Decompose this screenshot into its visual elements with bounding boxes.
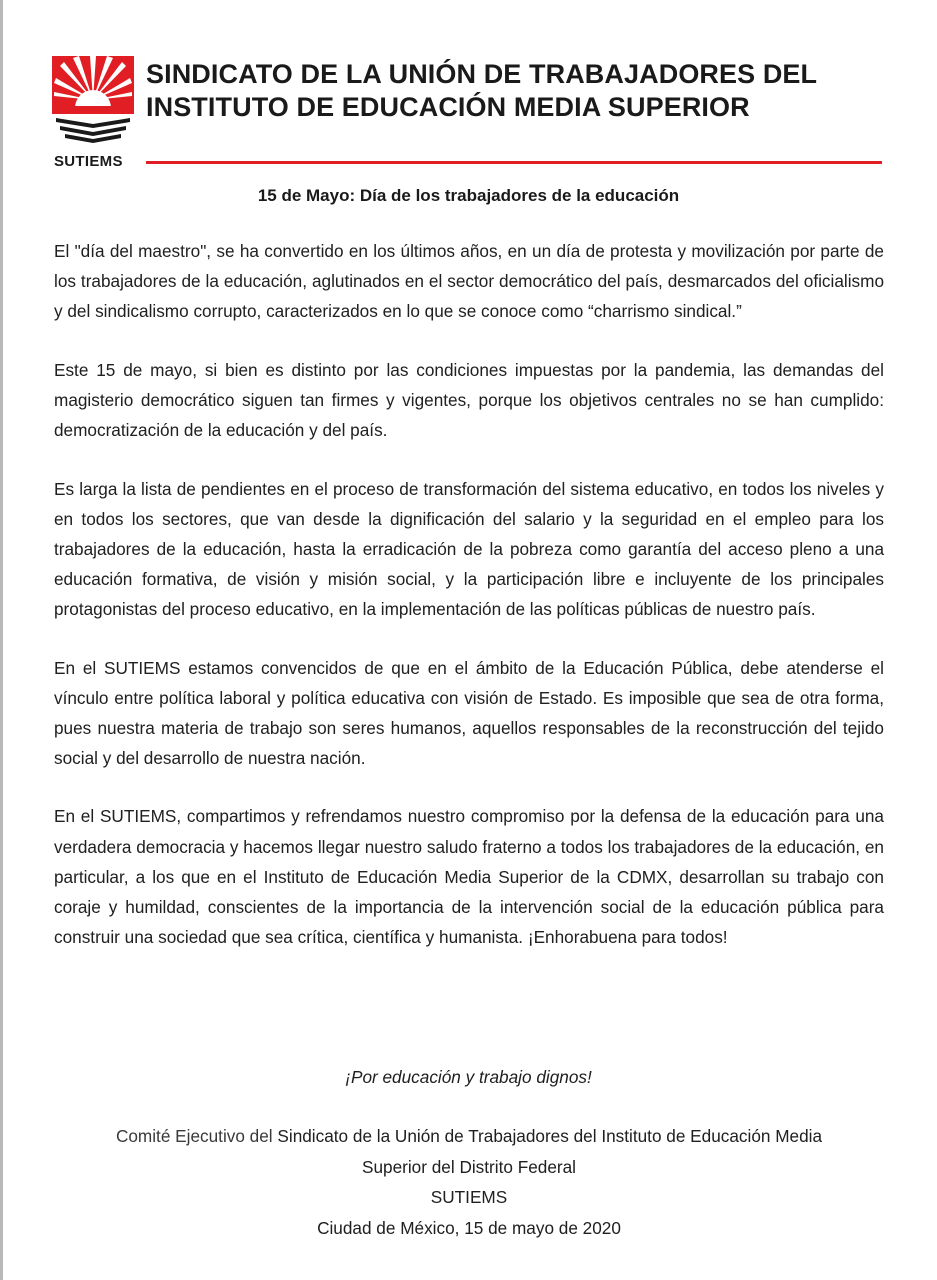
letterhead — [52, 56, 892, 176]
signature-line-1 — [54, 1121, 884, 1152]
signature-union-line-2: Superior del Distrito Federal — [362, 1156, 576, 1177]
header-divider — [146, 161, 882, 164]
signature-acronym: SUTIEMS — [430, 1187, 508, 1207]
union-logo-icon — [52, 56, 134, 144]
union-title — [146, 58, 817, 124]
paragraph-2: Este 15 de mayo, si bien es distinto por las condiciones impuestas por la pandemia, las demandas del magisterio democrático siguen tan firmes y vigentes, porque los objetivos centrales no se han cumplido: democratización de la educación y del país. — [54, 359, 884, 440]
signature-place-date: Ciudad de México, 15 de mayo de 2020 — [317, 1217, 621, 1238]
document-heading: 15 de Mayo: Día de los trabajadores de la educación — [257, 186, 680, 205]
union-title-line-2: INSTITUTO DE EDUCACIÓN MEDIA SUPERIOR — [146, 92, 750, 122]
closing-slogan: ¡Por educación y trabajo dignos! — [345, 1067, 592, 1087]
signature-committee: Comité Ejecutivo del — [115, 1126, 273, 1146]
document-body — [54, 236, 884, 980]
union-title-line-1: SINDICATO DE LA UNIÓN DE TRABAJADORES DEL — [146, 59, 818, 89]
union-acronym: SUTIEMS — [54, 153, 123, 170]
paragraph-1: El "día del maestro", se ha convertido en los últimos años, en un día de protesta y movilización por parte de los trabajadores de la educación, aglutinados en el sector democrático del país, desmarcados del oficialismo y del sindicalismo corrupto, caracterizados en lo que se conoce como “charrismo sindical.” — [54, 241, 884, 322]
paragraph-5: En el SUTIEMS, compartimos y refrendamos nuestro compromiso por la defensa de la educación para una verdadera democracia y hacemos llegar nuestro saludo fraterno a todos los trabajadores de la educación, en particular, a los que en el Instituto de Educación Media Superior de la CDMX, desarrollan su trabajo con coraje y humildad, conscientes de la importancia de la intervención social de la educación pública para construir una sociedad que sea crítica, científica y humanista. ¡Enhorabuena para todos! — [54, 806, 884, 947]
signature-block — [54, 1121, 884, 1243]
paragraph-3: Es larga la lista de pendientes en el proceso de transformación del sistema educativo, en todos los niveles y en todos los sectores, que van desde la dignificación del salario y la seguridad en el empleo para los trabajadores de la educación, hasta la erradicación de la pobreza como garantía del acceso pleno a una educación formativa, de visión y misión social, y la participación libre e incluyente de los principales protagonistas del proceso educativo, en la implementación de las políticas públicas de nuestro país. — [54, 478, 884, 619]
signature-union-line-1: Sindicato de la Unión de Trabajadores del Instituto de Educación Media — [277, 1126, 823, 1146]
paragraph-4: En el SUTIEMS estamos convencidos de que en el ámbito de la Educación Pública, debe atenderse el vínculo entre política laboral y política educativa con visión de Estado. Es imposible que sea de otra forma, pues nuestra materia de trabajo son seres humanos, aquellos responsables de la reconstrucción del tejido social y del desarrollo de nuestra nación. — [54, 657, 884, 768]
